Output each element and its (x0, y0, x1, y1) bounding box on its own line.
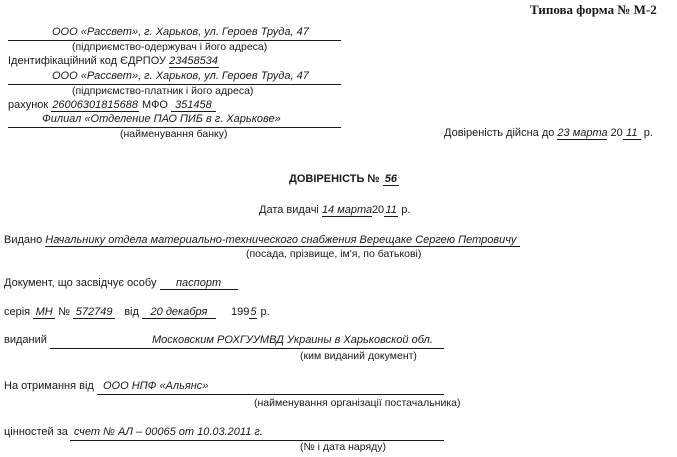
series-year-prefix: 199 (231, 306, 250, 318)
id-document-row (4, 277, 238, 290)
bank-value: Филиал «Отделение ПАО ПИБ в г. Харькове» (42, 113, 281, 125)
form-type-title: Типова форма № М-2 (530, 2, 657, 17)
issued-to-label: Видано (4, 234, 43, 246)
receive-from-underline (97, 394, 444, 395)
issue-date-label: Дата видачі (259, 204, 319, 216)
heading-number: 56 (384, 173, 397, 185)
series-number-value: 572749 (73, 306, 115, 319)
document-heading (289, 173, 399, 186)
series-from-label: від (124, 306, 139, 318)
mfo-value: 351458 (171, 99, 216, 112)
mfo-label: МФО (142, 99, 168, 111)
validity-year-prefix: 20 (610, 127, 623, 139)
issued-by-value: Московским РОХГУУМВД Украины в Харьковской обл. (152, 334, 433, 346)
payer-caption: (підприємство-платник і його адреса) (72, 85, 254, 97)
receive-from-value: ООО НПФ «Альянс» (103, 380, 209, 392)
values-for-label: цінностей за (4, 426, 68, 438)
id-document-label: Документ, що засвідчує особу (4, 277, 157, 289)
issued-by-label: виданий (4, 334, 47, 346)
edrpou-label: Ідентифікаційний код ЄДРПОУ (8, 55, 167, 67)
validity-year-unit: р. (643, 127, 653, 139)
issued-by-caption: (ким виданий документ) (300, 350, 417, 362)
issued-to-caption: (посада, прізвище, ім'я, по батькові) (246, 248, 422, 260)
recipient-caption: (підприємство-одержувач і його адреса) (72, 41, 268, 53)
values-for-caption: (№ і дата наряду) (300, 441, 387, 453)
id-document-value: паспорт (160, 277, 238, 290)
series-value: МН (33, 306, 55, 319)
edrpou-row (8, 55, 219, 68)
issue-date-year-suffix: 11 (385, 204, 397, 216)
series-number-label: № (58, 306, 71, 318)
recipient-value: ООО «Рассвет», г. Харьков, ул. Героев Труда, 47 (52, 26, 309, 38)
payer-value: ООО «Рассвет», г. Харьков, ул. Героев Труда, 47 (52, 70, 309, 82)
receive-from-caption: (найменування організації постачальника) (254, 397, 461, 409)
receive-from-label: На отримання від (4, 380, 94, 392)
series-label: серія (4, 306, 31, 318)
account-row (8, 99, 216, 112)
issued-by-underline (50, 348, 444, 349)
series-year-unit: р. (260, 306, 270, 318)
series-row (4, 306, 270, 319)
issue-date-day-month: 14 марта (321, 204, 373, 216)
bank-caption: (найменування банку) (120, 128, 228, 140)
validity-row (444, 127, 653, 140)
series-year-suffix: 5 (250, 306, 257, 318)
validity-day-month: 23 марта (557, 127, 608, 139)
issue-date-year-unit: р. (401, 204, 411, 216)
values-for-value: счет № АЛ – 00065 от 10.03.2011 г. (74, 426, 263, 438)
values-for-underline (70, 440, 444, 441)
validity-year-suffix: 11 (623, 127, 641, 140)
heading-label: ДОВІРЕНІСТЬ № (289, 173, 380, 185)
issued-to-row (4, 234, 520, 247)
account-label: рахунок (8, 99, 49, 111)
series-date-value: 20 декабря (142, 306, 216, 319)
issue-date-year-prefix: 20 (371, 204, 385, 216)
issue-date-row (259, 204, 410, 217)
validity-label: Довіреність дійсна до (444, 127, 555, 139)
issued-to-value: Начальнику отдела материально-технического снабжения Верещаке Сергею Петровичу (45, 234, 520, 247)
edrpou-value: 23458534 (169, 55, 219, 67)
account-number: 26006301815688 (52, 99, 138, 111)
